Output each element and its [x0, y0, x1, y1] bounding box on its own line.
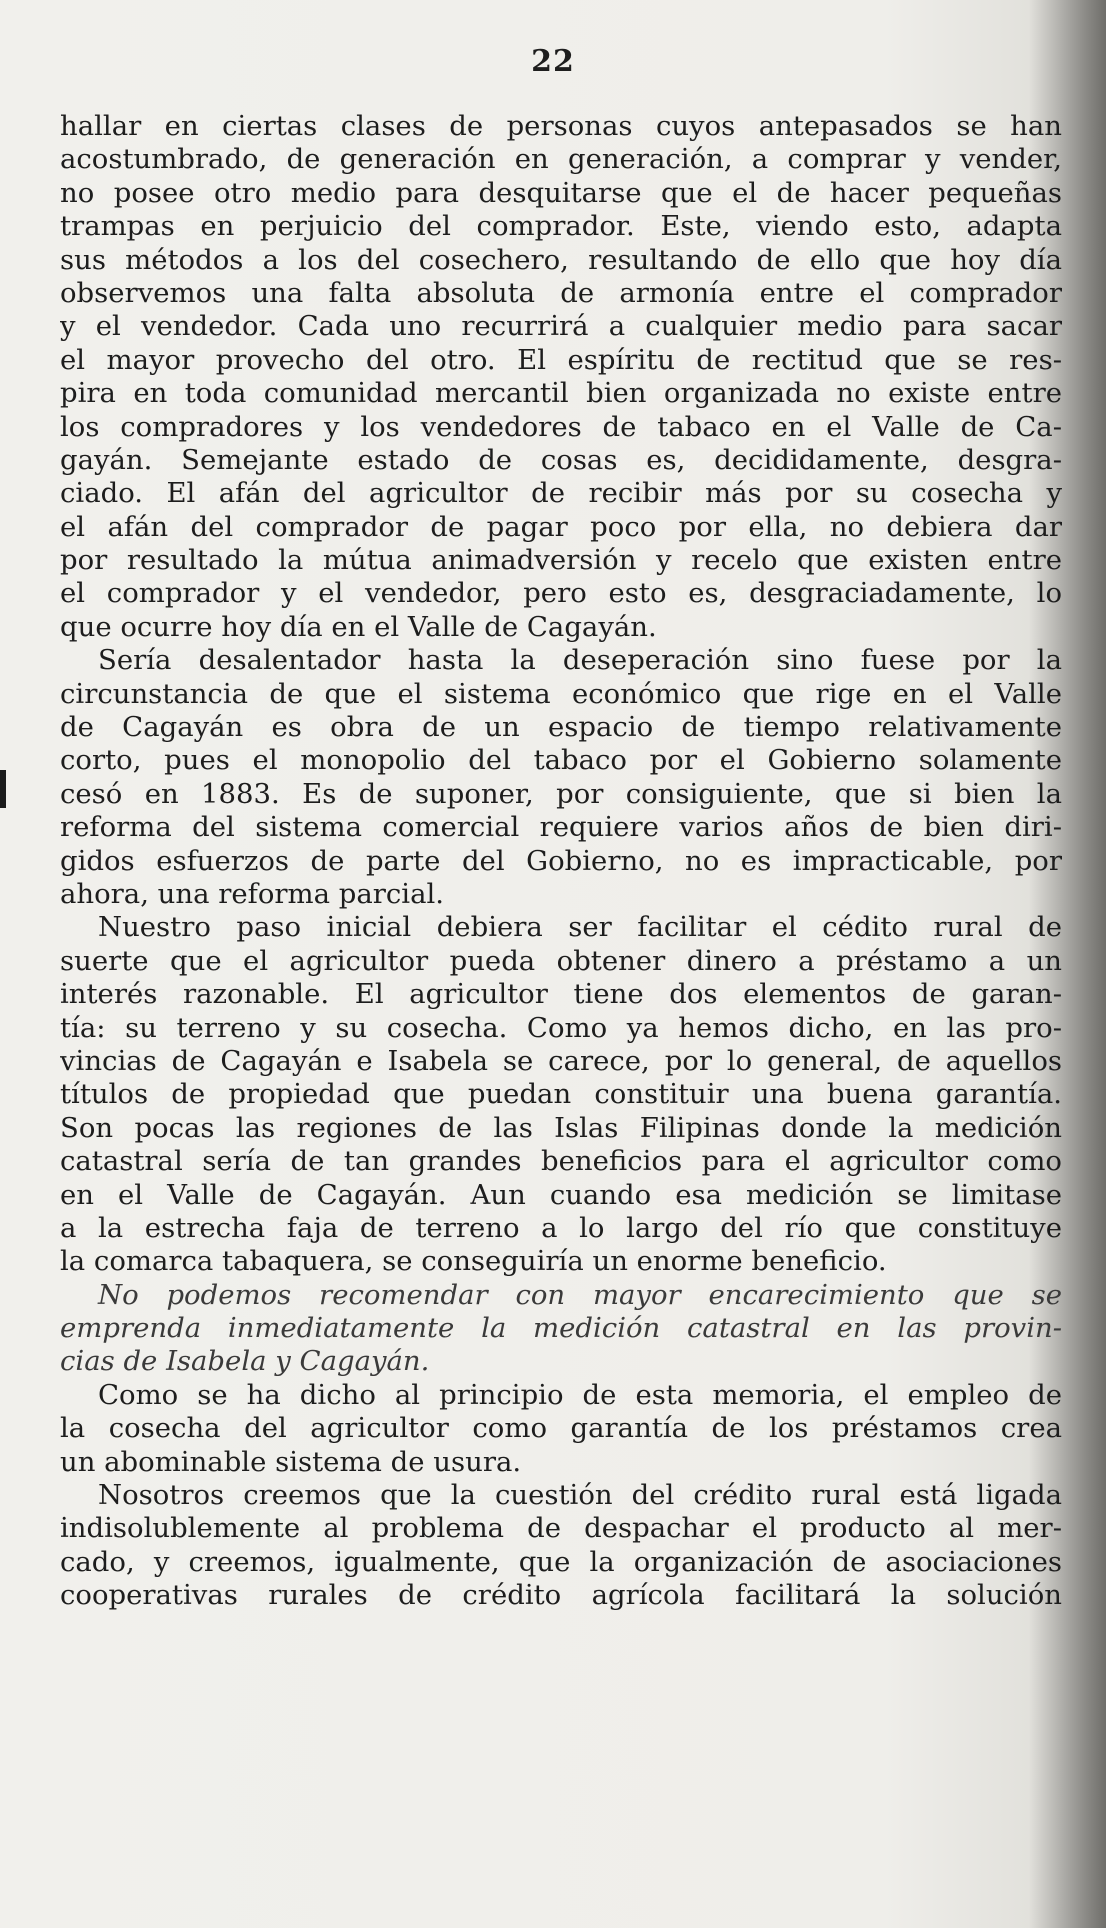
text-line: vincias de Cagayán e Isabela se carece, por lo general, de aquellos: [60, 1044, 1062, 1077]
text-line: de Cagayán es obra de un espacio de tiempo relativamente: [60, 711, 1062, 744]
text-line: Nuestro paso inicial debiera ser facilitar el cédito rural de: [98, 911, 1062, 944]
text-line: pira en toda comunidad mercantil bien organizada no existe entre: [60, 377, 1062, 410]
text-line: ciado. El afán del agricultor de recibir más por su cosecha y: [60, 477, 1062, 510]
body-text: [60, 110, 1062, 1613]
text-line: Sería desalentador hasta la deseperación sino fuese por la: [98, 644, 1062, 677]
text-line: Son pocas las regiones de las Islas Filipinas donde la medición: [60, 1111, 1062, 1144]
text-line: el mayor provecho del otro. El espíritu de rectitud que se res-: [60, 343, 1062, 376]
text-line: cesó en 1883. Es de suponer, por consiguiente, que si bien la: [60, 777, 1062, 810]
text-line: suerte que el agricultor pueda obtener dinero a préstamo a un: [60, 944, 1062, 977]
text-line: reforma del sistema comercial requiere varios años de bien diri-: [60, 811, 1062, 844]
page-edge-mark: [0, 770, 6, 808]
text-line: por resultado la mútua animadversión y recelo que existen entre: [60, 544, 1062, 577]
text-line: observemos una falta absoluta de armonía entre el comprador: [60, 276, 1062, 309]
text-line: el afán del comprador de pagar poco por ella, no debiera dar: [60, 510, 1062, 543]
text-line: corto, pues el monopolio del tabaco por el Gobierno solamente: [60, 744, 1062, 777]
text-line: un abominable sistema de usura.: [60, 1445, 522, 1478]
text-line: la cosecha del agricultor como garantía de los préstamos crea: [60, 1412, 1062, 1445]
text-line: trampas en perjuicio del comprador. Este, viendo esto, adapta: [60, 210, 1062, 243]
text-line: gidos esfuerzos de parte del Gobierno, no es impracticable, por: [60, 844, 1062, 877]
text-line: cias de Isabela y Cagayán.: [60, 1345, 430, 1378]
text-line: sus métodos a los del cosechero, resultando de ello que hoy día: [60, 243, 1062, 276]
text-line: no posee otro medio para desquitarse que el de hacer pequeñas: [60, 176, 1062, 209]
text-line: que ocurre hoy día en el Valle de Cagayán.: [60, 610, 657, 643]
text-line: gayán. Semejante estado de cosas es, decididamente, desgra-: [60, 443, 1062, 476]
text-line: títulos de propiedad que puedan constituir una buena garantía.: [60, 1078, 1062, 1111]
text-line: Nosotros creemos que la cuestión del crédito rural está ligada: [98, 1479, 1062, 1512]
text-line: emprenda inmediatamente la medición catastral en las provin-: [60, 1312, 1062, 1345]
text-line: y el vendedor. Cada uno recurrirá a cualquier medio para sacar: [60, 310, 1062, 343]
text-line: Como se ha dicho al principio de esta memoria, el empleo de: [98, 1378, 1062, 1411]
text-line: los compradores y los vendedores de tabaco en el Valle de Ca-: [60, 410, 1062, 443]
text-line: hallar en ciertas clases de personas cuyos antepasados se han: [60, 110, 1062, 142]
text-line: la comarca tabaquera, se conseguiría un enorme beneficio.: [60, 1245, 887, 1278]
text-line: cado, y creemos, igualmente, que la organización de asociaciones: [60, 1545, 1062, 1578]
text-line: el comprador y el vendedor, pero esto es, desgraciadamente, lo: [60, 577, 1062, 610]
text-line: indisolublemente al problema de despachar el producto al mer-: [60, 1512, 1062, 1545]
text-line: circunstancia de que el sistema económico que rige en el Valle: [60, 677, 1062, 710]
text-line: catastral sería de tan grandes beneficios para el agricultor como: [60, 1145, 1062, 1178]
text-line: interés razonable. El agricultor tiene dos elementos de garan-: [60, 978, 1062, 1011]
text-line: cooperativas rurales de crédito agrícola facilitará la solución: [60, 1579, 1062, 1612]
text-line: No podemos recomendar con mayor encarecimiento que se: [98, 1278, 1062, 1311]
page-number: 22: [531, 44, 575, 79]
text-line: acostumbrado, de generación en generación, a comprar y vender,: [60, 143, 1062, 176]
text-line: a la estrecha faja de terreno a lo largo del río que constituye: [60, 1211, 1062, 1244]
text-line: ahora, una reforma parcial.: [60, 877, 445, 910]
text-line: tía: su terreno y su cosecha. Como ya hemos dicho, en las pro-: [60, 1011, 1062, 1044]
text-line: en el Valle de Cagayán. Aun cuando esa medición se limitase: [60, 1178, 1062, 1211]
